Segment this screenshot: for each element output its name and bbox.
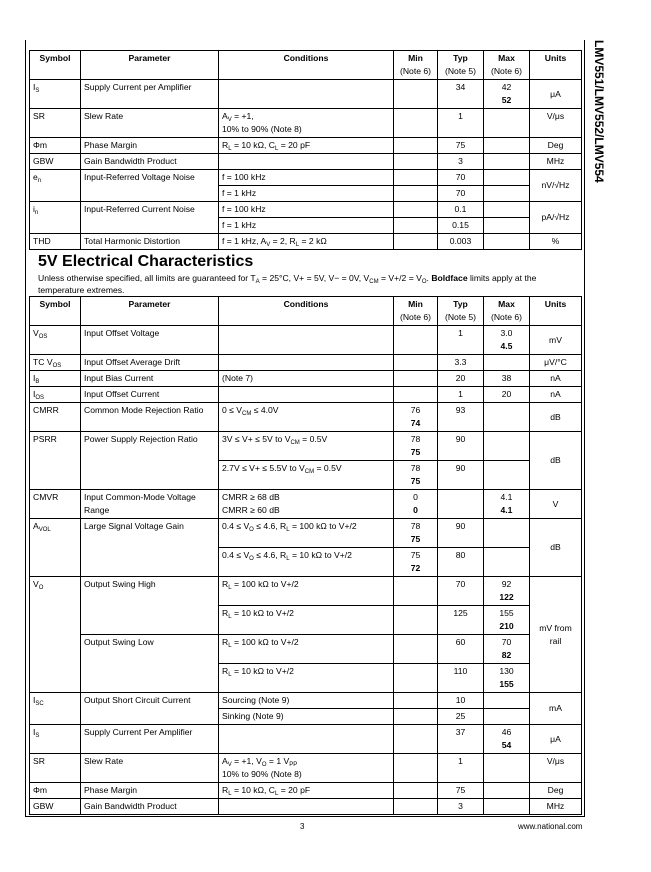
- table-row: THD Total Harmonic Distortion f = 1 kHz, $A_V = 2$, $R_L = 2$ kΩ 0.003 %: [30, 234, 582, 250]
- table-header: Symbol Parameter Conditions Min (Note 6) Typ (Note 5) Max (Note 6) Units: [30, 297, 582, 326]
- table-row: $I_{OS}$ Input Offset Current 1 20 nA: [30, 387, 582, 403]
- table-row: $i_n$ Input-Referred Current Noise f = 100 kHz 0.1 pA/√Hz: [30, 202, 582, 218]
- table-row: Sinking (Note 9) 25: [30, 709, 582, 725]
- table-row: Φm Phase Margin $R_L = 10$ kΩ, $C_L = 20$ pF 75 Deg: [30, 783, 582, 799]
- table-row: $I_S$ Supply Current per Amplifier 34 42 52 μA: [30, 80, 582, 109]
- table-header: Symbol Parameter Conditions Min (Note 6) Typ (Note 5) Max (Note 6) Units: [30, 51, 582, 80]
- table-row: PSRR Power Supply Rejection Ratio 3V ≤ V+ ≤ 5V to $V_{CM} = 0.5V$ 78 75 90 dB: [30, 432, 582, 461]
- table-row: SR Slew Rate $A_V = +1$, 10% to 90% (Note 8) 1 V/μs: [30, 109, 582, 138]
- table-row: $I_{SC}$ Output Short Circuit Current Sourcing (Note 9) 10 mA: [30, 693, 582, 709]
- electrical-table-5v: [29, 296, 582, 815]
- side-title: LMV551/LMV552/LMV554: [592, 40, 606, 183]
- section-title: 5V Electrical Characteristics: [38, 253, 254, 270]
- table-row: CMVR Input Common-Mode Voltage Range CMRR ≥ 68 dB CMRR ≥ 60 dB 0 0 4.1 4.1 V: [30, 490, 582, 519]
- table-row: TC $V_{OS}$ Input Offset Average Drift 3.3 μV/°C: [30, 355, 582, 371]
- table-row: GBW Gain Bandwidth Product 3 MHz: [30, 799, 582, 815]
- table-row: 2.7V ≤ V+ ≤ 5.5V to $V_{CM} = 0.5V$ 78 75 90: [30, 461, 582, 490]
- page-number: 3: [300, 822, 305, 831]
- table-row: GBW Gain Bandwidth Product 3 MHz: [30, 154, 582, 170]
- table-row: $R_L = 10$ kΩ to V+/2 125 155 210: [30, 606, 582, 635]
- footer-link[interactable]: www.national.com: [518, 822, 583, 831]
- table-row: SR Slew Rate $A_V = +1$, $V_O = 1$ $V_{PP}$ 10% to 90% (Note 8) 1 V/μs: [30, 754, 582, 783]
- table-row: CMRR Common Mode Rejection Ratio $0 \le V_{CM} \le 4.0V$ 76 74 93 dB: [30, 403, 582, 432]
- table-row: $A_{VOL}$ Large Signal Voltage Gain $0.4 \le V_O \le 4.6$, $R_L = 100$ kΩ to V+/2 78 75 90 dB: [30, 519, 582, 548]
- table-row: f = 1 kHz 70: [30, 186, 582, 202]
- table-row: $V_{OS}$ Input Offset Voltage 1 3.0 4.5 mV: [30, 326, 582, 355]
- table-row: $e_n$ Input-Referred Voltage Noise f = 100 kHz 70 nV/√Hz: [30, 170, 582, 186]
- electrical-table-continued: [29, 50, 582, 250]
- section-note: Unless otherwise specified, all limits are guaranteed for $T_A = 25^\circ C$, V+ = 5V, V− = 0V, $V_{CM} = V+/2 = V_O$. Boldface limits apply at the temperature extremes.: [38, 273, 537, 295]
- table-row: f = 1 kHz 0.15: [30, 218, 582, 234]
- table-row: $I_S$ Supply Current Per Amplifier 37 46 54 μA: [30, 725, 582, 754]
- table-row: $I_B$ Input Bias Current (Note 7) 20 38 nA: [30, 371, 582, 387]
- table-row: $V_O$ Output Swing High $R_L = 100$ kΩ to V+/2 70 92 122 mV from rail: [30, 577, 582, 606]
- table-row: Output Swing Low $R_L = 100$ kΩ to V+/2 60 70 82: [30, 635, 582, 664]
- table-row: $R_L = 10$ kΩ to V+/2 110 130 155: [30, 664, 582, 693]
- table-row: $0.4 \le V_O \le 4.6$, $R_L = 10$ kΩ to V+/2 75 72 80: [30, 548, 582, 577]
- table-row: Φm Phase Margin $R_L = 10$ kΩ, $C_L = 20$ pF 75 Deg: [30, 138, 582, 154]
